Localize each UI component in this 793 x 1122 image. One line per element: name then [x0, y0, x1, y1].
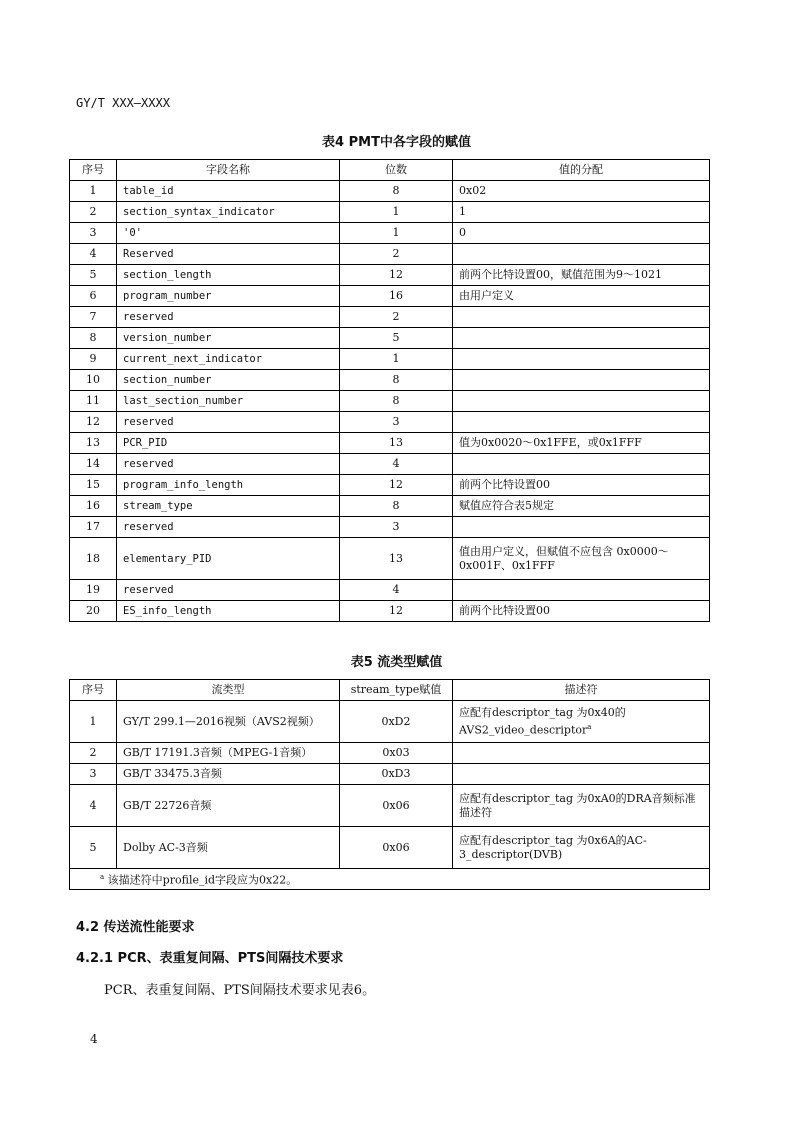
value-assignment: 0: [453, 223, 710, 244]
field-name: '0': [117, 223, 340, 244]
bit-count: 3: [340, 412, 453, 433]
table4-caption: 表4 PMT中各字段的赋值: [322, 135, 471, 150]
table4-row: [70, 370, 710, 391]
bit-count: 1: [340, 202, 453, 223]
table4-row: [70, 244, 710, 265]
row-number: 4: [70, 785, 117, 827]
table4-row: [70, 349, 710, 370]
row-number: 4: [70, 244, 117, 265]
field-name: last_section_number: [117, 391, 340, 412]
bit-count: 8: [340, 391, 453, 412]
descriptor: [453, 764, 710, 785]
table5: [69, 679, 710, 890]
row-number: 7: [70, 307, 117, 328]
descriptor: 应配有descriptor_tag 为0xA0的DRA音频标准描述符: [453, 785, 710, 827]
document-header: GY/T XXX—XXXX: [76, 96, 170, 110]
footnote-ref: a: [587, 722, 592, 731]
table5-row: [70, 827, 710, 869]
section-heading-4-2: 4.2 传送流性能要求: [76, 920, 195, 935]
table4-header-cell: 序号: [70, 160, 117, 181]
table4-row: [70, 601, 710, 622]
row-number: 5: [70, 827, 117, 869]
table4-row: [70, 433, 710, 454]
table5-row: [70, 743, 710, 764]
table5-row: [70, 785, 710, 827]
value-assignment: [453, 370, 710, 391]
value-assignment: 由用户定义: [453, 286, 710, 307]
bit-count: 2: [340, 244, 453, 265]
value-assignment: 前两个比特设置00: [453, 601, 710, 622]
table4-row: [70, 517, 710, 538]
section-heading-4-2-1: 4.2.1 PCR、表重复间隔、PTS间隔技术要求: [76, 951, 344, 966]
bit-count: 4: [340, 454, 453, 475]
table4-header-cell: 位数: [340, 160, 453, 181]
page-number: 4: [90, 1032, 98, 1046]
value-assignment: [453, 580, 710, 601]
value-assignment: [453, 412, 710, 433]
field-name: reserved: [117, 517, 340, 538]
row-number: 3: [70, 223, 117, 244]
row-number: 15: [70, 475, 117, 496]
body-paragraph: PCR、表重复间隔、PTS间隔技术要求见表6。: [104, 983, 376, 998]
row-number: 1: [70, 701, 117, 743]
row-number: 20: [70, 601, 117, 622]
table4-row: [70, 580, 710, 601]
table4-header-row: [70, 160, 710, 181]
field-name: section_length: [117, 265, 340, 286]
bit-count: 12: [340, 601, 453, 622]
field-name: program_number: [117, 286, 340, 307]
row-number: 19: [70, 580, 117, 601]
bit-count: 13: [340, 538, 453, 580]
bit-count: 3: [340, 517, 453, 538]
value-assignment: 0x02: [453, 181, 710, 202]
field-name: reserved: [117, 580, 340, 601]
table5-footnote: [70, 869, 710, 890]
table5-row: [70, 701, 710, 743]
stream-kind: GB/T 33475.3音频: [117, 764, 340, 785]
table4-row: [70, 202, 710, 223]
bit-count: 16: [340, 286, 453, 307]
table4-row: [70, 391, 710, 412]
stream-kind: Dolby AC-3音频: [117, 827, 340, 869]
stream-type-value: 0x06: [340, 785, 453, 827]
row-number: 3: [70, 764, 117, 785]
value-assignment: 前两个比特设置00，赋值范围为9～1021: [453, 265, 710, 286]
value-assignment: 值为0x0020～0x1FFE，或0x1FFF: [453, 433, 710, 454]
value-assignment: 前两个比特设置00: [453, 475, 710, 496]
row-number: 11: [70, 391, 117, 412]
bit-count: 8: [340, 181, 453, 202]
stream-type-value: 0xD2: [340, 701, 453, 743]
value-assignment: [453, 244, 710, 265]
field-name: section_number: [117, 370, 340, 391]
value-assignment: [453, 391, 710, 412]
field-name: table_id: [117, 181, 340, 202]
stream-kind: GY/T 299.1—2016视频（AVS2视频）: [117, 701, 340, 743]
table4-row: [70, 181, 710, 202]
table4-row: [70, 475, 710, 496]
footnote-mark: a: [100, 873, 105, 882]
table4-row: [70, 265, 710, 286]
stream-type-value: 0x03: [340, 743, 453, 764]
table4-header-cell: 字段名称: [117, 160, 340, 181]
field-name: Reserved: [117, 244, 340, 265]
bit-count: 8: [340, 370, 453, 391]
row-number: 6: [70, 286, 117, 307]
table4-row: [70, 307, 710, 328]
row-number: 9: [70, 349, 117, 370]
bit-count: 5: [340, 328, 453, 349]
table5-caption: 表5 流类型赋值: [350, 655, 443, 670]
bit-count: 12: [340, 475, 453, 496]
descriptor: 应配有descriptor_tag 为0x6A的AC-3_descriptor(DVB): [453, 827, 710, 869]
value-assignment: [453, 307, 710, 328]
table4-row: [70, 286, 710, 307]
table4-row: [70, 328, 710, 349]
table5-row: [70, 764, 710, 785]
stream-kind: GB/T 17191.3音频（MPEG-1音频）: [117, 743, 340, 764]
descriptor: 应配有descriptor_tag 为0x40的AVS2_video_descriptor$^a$: [453, 701, 710, 743]
table5-header-cell: 流类型: [117, 680, 340, 701]
bit-count: 2: [340, 307, 453, 328]
row-number: 5: [70, 265, 117, 286]
stream-type-value: 0xD3: [340, 764, 453, 785]
field-name: reserved: [117, 412, 340, 433]
row-number: 17: [70, 517, 117, 538]
value-assignment: 值由用户定义，但赋值不应包含 0x0000～0x001F、0x1FFF: [453, 538, 710, 580]
row-number: 8: [70, 328, 117, 349]
stream-kind: GB/T 22726音频: [117, 785, 340, 827]
table5-header-cell: stream_type赋值: [340, 680, 453, 701]
row-number: 2: [70, 202, 117, 223]
field-name: stream_type: [117, 496, 340, 517]
field-name: reserved: [117, 454, 340, 475]
descriptor: [453, 743, 710, 764]
field-name: elementary_PID: [117, 538, 340, 580]
stream-type-value: 0x06: [340, 827, 453, 869]
value-assignment: 1: [453, 202, 710, 223]
field-name: version_number: [117, 328, 340, 349]
row-number: 14: [70, 454, 117, 475]
value-assignment: [453, 517, 710, 538]
row-number: 2: [70, 743, 117, 764]
table5-header-row: [70, 680, 710, 701]
value-assignment: [453, 349, 710, 370]
table4: [69, 159, 710, 622]
field-name: PCR_PID: [117, 433, 340, 454]
table4-row: [70, 412, 710, 433]
table4-row: [70, 538, 710, 580]
row-number: 12: [70, 412, 117, 433]
table4-header-cell: 值的分配: [453, 160, 710, 181]
table4-row: [70, 223, 710, 244]
footnote-text: 该描述符中profile_id字段应为0x22。: [104, 873, 298, 887]
table4-row: [70, 496, 710, 517]
bit-count: 1: [340, 349, 453, 370]
field-name: program_info_length: [117, 475, 340, 496]
bit-count: 13: [340, 433, 453, 454]
bit-count: 4: [340, 580, 453, 601]
bit-count: 8: [340, 496, 453, 517]
field-name: section_syntax_indicator: [117, 202, 340, 223]
table5-footnote-row: [70, 869, 710, 890]
row-number: 18: [70, 538, 117, 580]
table4-row: [70, 454, 710, 475]
row-number: 16: [70, 496, 117, 517]
field-name: reserved: [117, 307, 340, 328]
value-assignment: [453, 454, 710, 475]
bit-count: 1: [340, 223, 453, 244]
row-number: 10: [70, 370, 117, 391]
value-assignment: [453, 328, 710, 349]
table5-header-cell: 描述符: [453, 680, 710, 701]
row-number: 1: [70, 181, 117, 202]
field-name: ES_info_length: [117, 601, 340, 622]
row-number: 13: [70, 433, 117, 454]
bit-count: 12: [340, 265, 453, 286]
table5-header-cell: 序号: [70, 680, 117, 701]
field-name: current_next_indicator: [117, 349, 340, 370]
value-assignment: 赋值应符合表5规定: [453, 496, 710, 517]
